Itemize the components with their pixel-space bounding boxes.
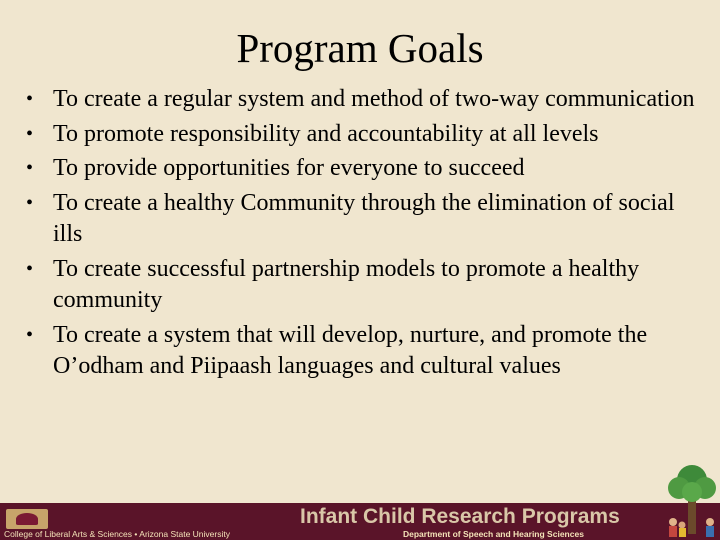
- slide-title: Program Goals: [236, 25, 484, 71]
- program-title: Infant Child Research Programs: [300, 505, 620, 528]
- list-item: [22, 188, 702, 251]
- bullet-text: To provide opportunities for everyone to succeed: [53, 155, 525, 181]
- list-item: [22, 320, 702, 383]
- asu-logo-icon: [6, 509, 48, 529]
- bullet-icon: •: [26, 157, 34, 179]
- tree-with-children-icon: [664, 462, 720, 540]
- department-label: Department of Speech and Hearing Sciences: [403, 529, 584, 539]
- list-item: [22, 84, 702, 116]
- bullet-text: To create a system that will develop, nurture, and promote the O’odham and Piipaash languages and cultural values: [53, 321, 648, 379]
- bullet-text: To promote responsibility and accountability at all levels: [53, 120, 599, 147]
- bullet-icon: •: [26, 257, 34, 280]
- bullet-text: To create a regular system and method of two-way communication: [53, 86, 695, 112]
- list-item: [22, 254, 702, 317]
- list-item: [22, 119, 702, 151]
- bullet-icon: •: [26, 323, 34, 346]
- college-label: College of Liberal Arts & Sciences • Arizona State University: [4, 529, 230, 539]
- bullet-text: To create successful partnership models to promote a healthy community: [53, 255, 640, 313]
- bullet-text: To create a healthy Community through the elimination of social ills: [53, 189, 675, 247]
- bullet-icon: •: [26, 122, 34, 145]
- bullet-list: [22, 84, 702, 386]
- list-item: [22, 153, 702, 185]
- bullet-icon: •: [26, 191, 34, 214]
- bullet-icon: •: [26, 88, 34, 110]
- logo-mark: [16, 513, 38, 525]
